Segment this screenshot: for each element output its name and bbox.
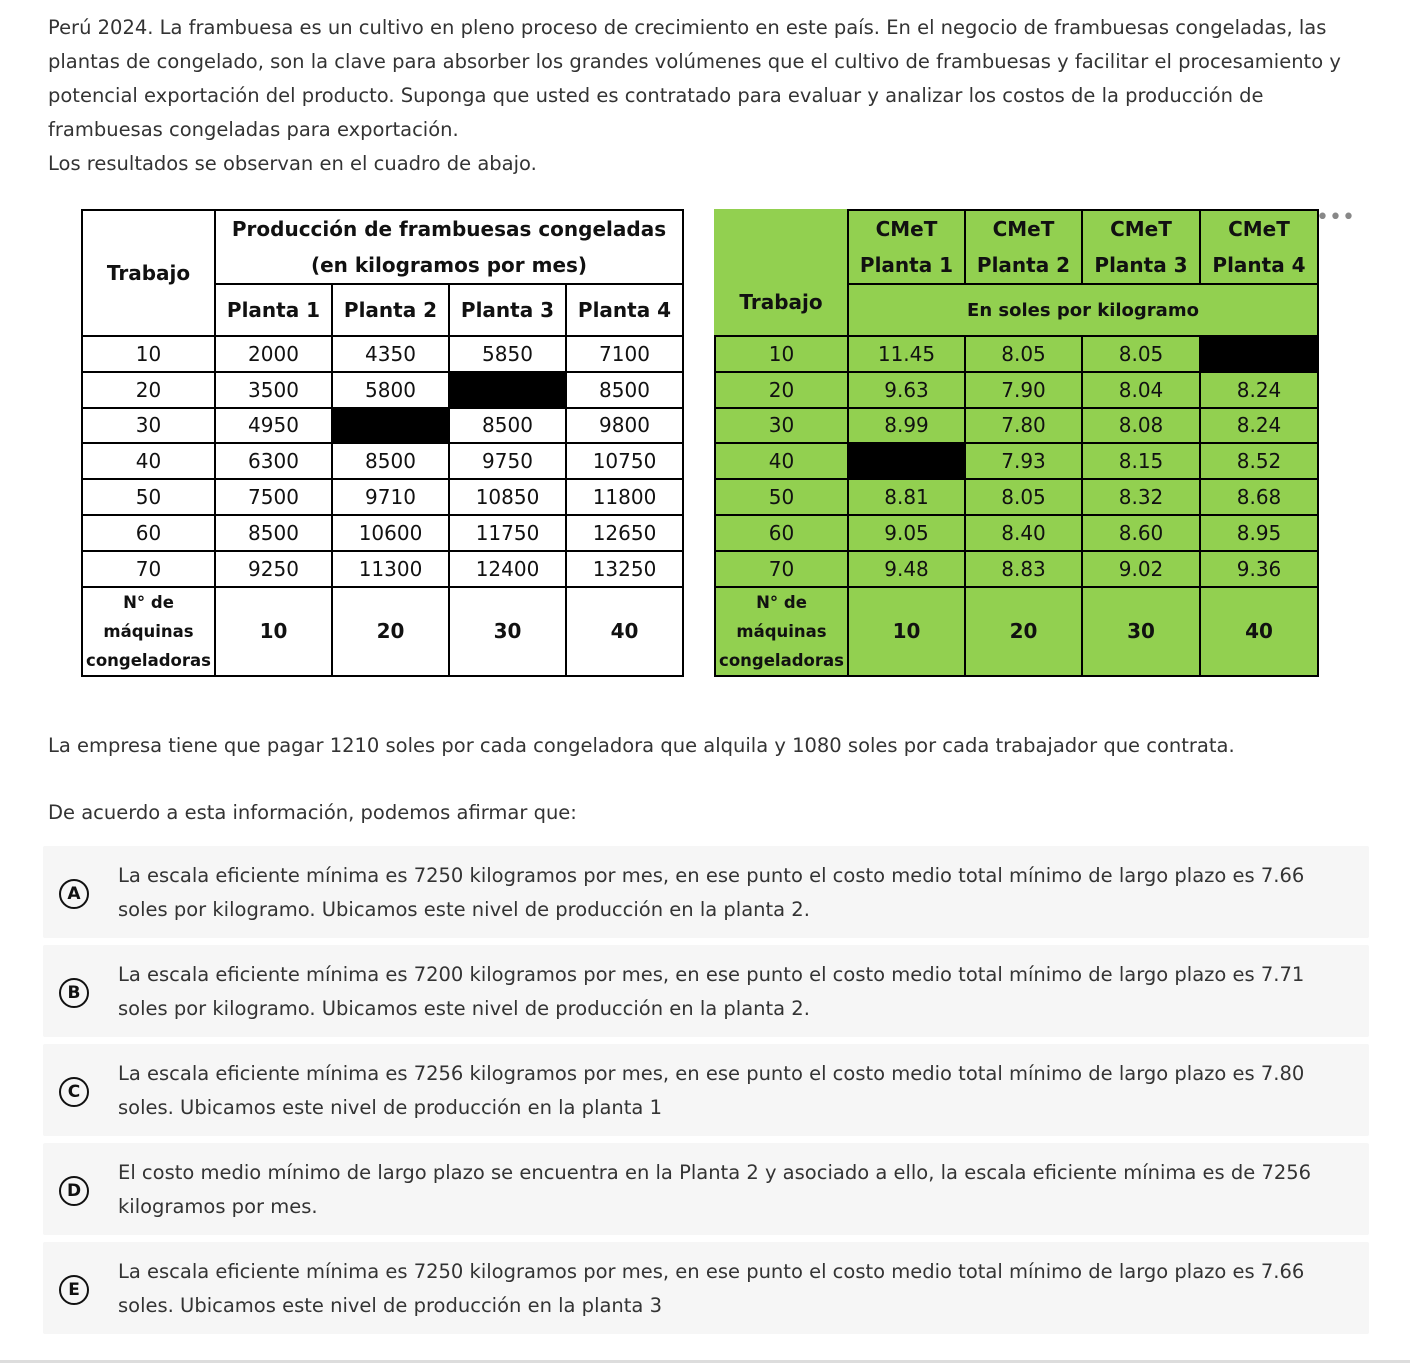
trabajo-cell: 10	[715, 336, 848, 372]
plant-header: Planta 2	[332, 284, 449, 336]
maq-label	[715, 587, 848, 676]
value-cell: 6300	[215, 443, 332, 479]
value-cell: 8.24	[1200, 408, 1318, 444]
value-cell: 7500	[215, 479, 332, 515]
trabajo-cell: 70	[715, 551, 848, 587]
value-cell: 8.05	[965, 336, 1082, 372]
intro-line: Los resultados se observan en el cuadro de abajo.	[48, 152, 537, 175]
more-options-icon[interactable]: •••	[1316, 205, 1355, 230]
trabajo-cell: 30	[715, 408, 848, 444]
trabajo-header	[715, 210, 848, 336]
plant-label: Planta 4	[1212, 253, 1306, 277]
option-d[interactable]	[43, 1143, 1369, 1235]
cmet-label: CMeT	[992, 217, 1055, 241]
table-row	[715, 443, 1318, 479]
value-cell: 5800	[332, 372, 449, 408]
value-cell: 8.81	[848, 479, 965, 515]
option-letter-icon: D	[59, 1176, 89, 1206]
maq-value: 20	[332, 587, 449, 676]
value-cell: 10600	[332, 515, 449, 551]
redacted-cell	[848, 443, 965, 479]
option-text-line: soles por kilogramo. Ubicamos este nivel de producción en la planta 2.	[118, 898, 810, 921]
table-row	[82, 551, 683, 587]
value-cell: 8.08	[1082, 408, 1200, 444]
redacted-cell	[449, 372, 566, 408]
table-row	[82, 372, 683, 408]
cmet-header	[848, 210, 965, 284]
maq-value: 30	[449, 587, 566, 676]
value-cell: 12400	[449, 551, 566, 587]
plant-header: Planta 3	[449, 284, 566, 336]
units-label: En soles por kilogramo	[848, 284, 1318, 336]
table-row	[82, 479, 683, 515]
option-text-line: La escala eficiente mínima es 7250 kilogramos por mes, en ese punto el costo medio total mínimo de largo plazo es 7.66	[118, 864, 1305, 887]
trabajo-cell: 40	[715, 443, 848, 479]
maq-label-line: N° de	[123, 592, 174, 612]
value-cell: 8.52	[1200, 443, 1318, 479]
value-cell: 9.63	[848, 372, 965, 408]
value-cell: 9800	[566, 408, 683, 444]
intro-line: plantas de congelado, son la clave para absorber los grandes volúmenes que el cultivo de frambuesas y facilitar el procesamiento y	[48, 50, 1341, 73]
table-row	[715, 408, 1318, 444]
value-cell: 8.40	[965, 515, 1082, 551]
trabajo-cell: 60	[715, 515, 848, 551]
value-cell: 8500	[566, 372, 683, 408]
question-text: De acuerdo a esta información, podemos afirmar que:	[48, 801, 577, 824]
value-cell: 8.68	[1200, 479, 1318, 515]
option-text-line: La escala eficiente mínima es 7256 kilogramos por mes, en ese punto el costo medio total mínimo de largo plazo es 7.80	[118, 1062, 1305, 1085]
value-cell: 5850	[449, 336, 566, 372]
plant-header: Planta 1	[215, 284, 332, 336]
intro-line: Perú 2024. La frambuesa es un cultivo en pleno proceso de crecimiento en este país. En el negocio de frambuesas congeladas, las	[48, 16, 1327, 39]
redacted-cell	[332, 408, 449, 444]
plant-label: Planta 1	[859, 253, 954, 277]
trabajo-cell: 10	[82, 336, 215, 372]
value-cell: 8.95	[1200, 515, 1318, 551]
value-cell: 9250	[215, 551, 332, 587]
value-cell: 10850	[449, 479, 566, 515]
value-cell: 9710	[332, 479, 449, 515]
value-cell: 9.05	[848, 515, 965, 551]
value-cell: 11.45	[848, 336, 965, 372]
option-letter-icon: C	[59, 1077, 89, 1107]
cmet-header	[965, 210, 1082, 284]
value-cell: 13250	[566, 551, 683, 587]
option-text-line: La escala eficiente mínima es 7250 kilogramos por mes, en ese punto el costo medio total mínimo de largo plazo es 7.66	[118, 1260, 1305, 1283]
maq-value: 10	[848, 587, 965, 676]
option-text-line: La escala eficiente mínima es 7200 kilogramos por mes, en ese punto el costo medio total mínimo de largo plazo es 7.71	[118, 963, 1305, 986]
option-text-line: El costo medio mínimo de largo plazo se encuentra en la Planta 2 y asociado a ello, la escala eficiente mínima es de 7256	[118, 1161, 1312, 1184]
costs-text: La empresa tiene que pagar 1210 soles por cada congeladora que alquila y 1080 soles por cada trabajador que contrata.	[48, 734, 1235, 757]
table-row	[82, 515, 683, 551]
option-a[interactable]	[43, 846, 1369, 938]
intro-line: frambuesas congeladas para exportación.	[48, 118, 459, 141]
plant-label: Planta 3	[1094, 253, 1188, 277]
option-text-line: soles por kilogramo. Ubicamos este nivel de producción en la planta 2.	[118, 997, 810, 1020]
value-cell: 2000	[215, 336, 332, 372]
trabajo-cell: 50	[82, 479, 215, 515]
production-table	[81, 209, 684, 677]
maq-label-line: congeladoras	[719, 650, 844, 670]
cost-table	[714, 209, 1319, 677]
production-title-line2: (en kilogramos por mes)	[310, 253, 588, 277]
value-cell: 8500	[332, 443, 449, 479]
trabajo-cell: 20	[82, 372, 215, 408]
table-row	[715, 479, 1318, 515]
value-cell: 4350	[332, 336, 449, 372]
trabajo-label: Trabajo	[739, 289, 823, 314]
maq-value: 10	[215, 587, 332, 676]
value-cell: 9750	[449, 443, 566, 479]
cmet-header	[1082, 210, 1200, 284]
value-cell: 11800	[566, 479, 683, 515]
maq-value: 30	[1082, 587, 1200, 676]
value-cell: 8.05	[1082, 336, 1200, 372]
maq-label-line: máquinas	[103, 621, 194, 641]
cmet-label: CMeT	[1228, 217, 1290, 241]
table-row	[82, 408, 683, 444]
table-row	[715, 551, 1318, 587]
value-cell: 7.93	[965, 443, 1082, 479]
value-cell: 8.99	[848, 408, 965, 444]
value-cell: 4950	[215, 408, 332, 444]
option-text-line: soles. Ubicamos este nivel de producción en la planta 3	[118, 1294, 662, 1317]
value-cell: 8.15	[1082, 443, 1200, 479]
maq-value: 40	[566, 587, 683, 676]
value-cell: 8.04	[1082, 372, 1200, 408]
cmet-label: CMeT	[1110, 217, 1172, 241]
trabajo-header: Trabajo	[82, 210, 215, 336]
option-letter-icon: A	[59, 879, 89, 909]
trabajo-cell: 40	[82, 443, 215, 479]
trabajo-cell: 60	[82, 515, 215, 551]
plant-label: Planta 2	[976, 253, 1071, 277]
maq-label	[82, 587, 215, 676]
trabajo-cell: 20	[715, 372, 848, 408]
table-row	[82, 443, 683, 479]
maq-value: 20	[965, 587, 1082, 676]
redacted-cell	[1200, 336, 1318, 372]
option-letter-icon: E	[59, 1275, 89, 1305]
table-row	[715, 372, 1318, 408]
option-letter-icon: B	[59, 978, 89, 1008]
value-cell: 11750	[449, 515, 566, 551]
trabajo-cell: 30	[82, 408, 215, 444]
cmet-label: CMeT	[875, 217, 938, 241]
value-cell: 8500	[215, 515, 332, 551]
value-cell: 9.02	[1082, 551, 1200, 587]
maq-label-line: congeladoras	[86, 650, 211, 670]
table-row	[82, 336, 683, 372]
value-cell: 7.90	[965, 372, 1082, 408]
maq-label-line: máquinas	[736, 621, 827, 641]
divider	[0, 1360, 1410, 1363]
plant-header: Planta 4	[566, 284, 683, 336]
production-title	[215, 210, 683, 284]
maq-label-line: N° de	[756, 592, 807, 612]
value-cell: 8500	[449, 408, 566, 444]
option-text-line: kilogramos por mes.	[118, 1195, 318, 1218]
option-c[interactable]	[43, 1044, 1369, 1136]
value-cell: 9.48	[848, 551, 965, 587]
value-cell: 8.05	[965, 479, 1082, 515]
trabajo-cell: 70	[82, 551, 215, 587]
option-text-line: soles. Ubicamos este nivel de producción en la planta 1	[118, 1096, 662, 1119]
value-cell: 8.32	[1082, 479, 1200, 515]
option-e[interactable]	[43, 1242, 1369, 1334]
value-cell: 8.83	[965, 551, 1082, 587]
value-cell: 8.60	[1082, 515, 1200, 551]
value-cell: 10750	[566, 443, 683, 479]
trabajo-cell: 50	[715, 479, 848, 515]
production-title-line1: Producción de frambuesas congeladas	[231, 217, 667, 241]
value-cell: 9.36	[1200, 551, 1318, 587]
intro-line: potencial exportación del producto. Suponga que usted es contratado para evaluar y analizar los costos de la producción de	[48, 84, 1264, 107]
value-cell: 8.24	[1200, 372, 1318, 408]
value-cell: 7.80	[965, 408, 1082, 444]
problem-statement	[48, 11, 1378, 181]
table-row	[715, 515, 1318, 551]
option-b[interactable]	[43, 945, 1369, 1037]
value-cell: 12650	[566, 515, 683, 551]
maq-value: 40	[1200, 587, 1318, 676]
value-cell: 7100	[566, 336, 683, 372]
table-row	[715, 336, 1318, 372]
cmet-header	[1200, 210, 1318, 284]
value-cell: 3500	[215, 372, 332, 408]
value-cell: 11300	[332, 551, 449, 587]
